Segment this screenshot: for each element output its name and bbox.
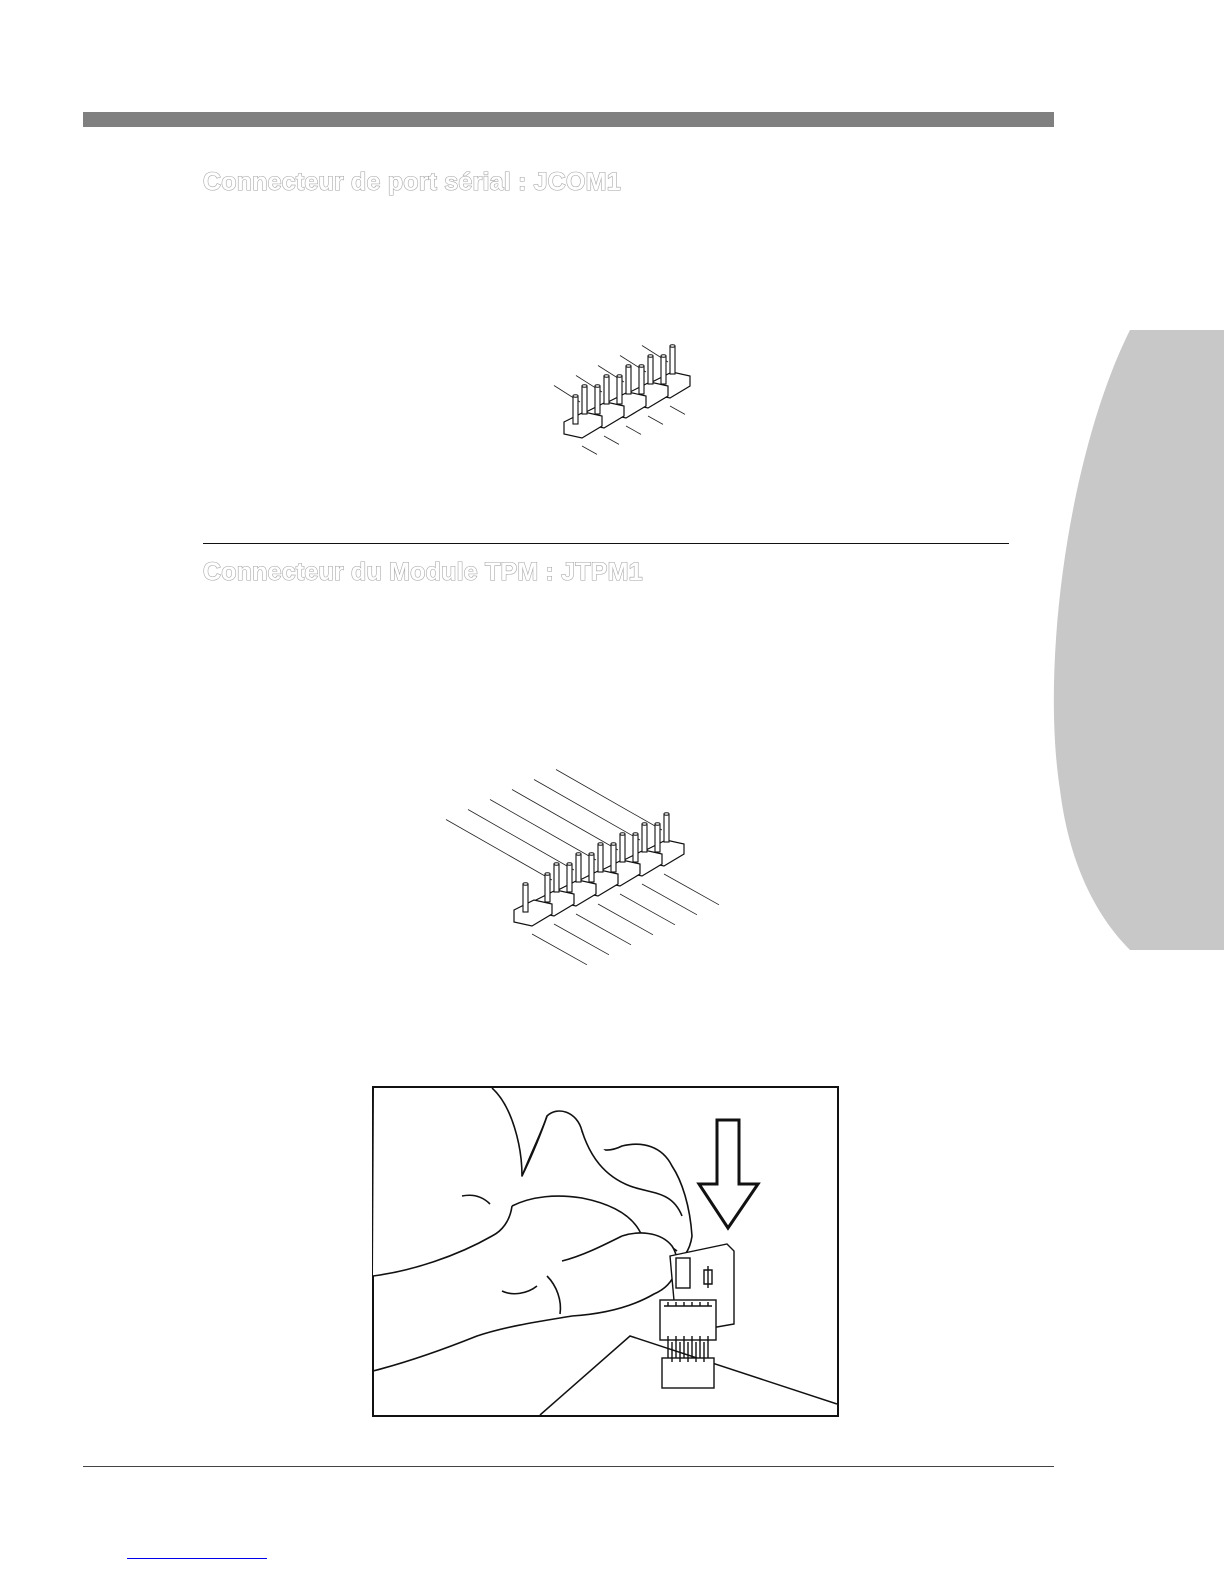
pin-tip	[655, 823, 660, 825]
section-divider	[203, 543, 1009, 544]
pin-housing	[514, 900, 552, 926]
pin-leader-line	[512, 790, 618, 851]
footer-link-underline	[127, 1558, 267, 1559]
bottom-rule	[83, 1466, 1054, 1467]
section-heading-jcom1: Connecteur de port sérial : JCOM1	[203, 168, 621, 196]
pin-tip	[611, 843, 616, 845]
pin	[611, 844, 616, 872]
jcom1-pin-header	[564, 345, 690, 438]
pin-tip	[661, 355, 666, 357]
pin-tip	[545, 873, 550, 875]
pin-leader-line	[642, 884, 697, 915]
pin-leader-line	[576, 914, 631, 945]
pin-tip	[620, 833, 625, 835]
jtpm1-connector-diagram	[450, 770, 695, 945]
pin	[573, 396, 578, 424]
pin	[582, 386, 587, 414]
jtpm1-leader-lines	[446, 770, 719, 965]
pin-tip	[670, 345, 675, 347]
pin-tip	[633, 833, 638, 835]
pin-tip	[626, 365, 631, 367]
pin	[648, 356, 653, 384]
pin	[545, 874, 550, 902]
pin-tip	[639, 365, 644, 367]
pin-leader-line	[648, 416, 663, 424]
pin-tip	[589, 853, 594, 855]
pin-tip	[582, 385, 587, 387]
pin-leader-line	[534, 780, 640, 841]
pin	[554, 864, 559, 892]
pin	[589, 854, 594, 882]
top-rule	[83, 112, 1054, 127]
pin-leader-line	[582, 446, 597, 454]
pin-tip	[648, 355, 653, 357]
pin-tip	[554, 863, 559, 865]
pin-housing	[564, 412, 602, 438]
pin	[595, 386, 600, 414]
section-heading-jtpm1: Connecteur du Module TPM : JTPM1	[203, 558, 643, 586]
pin-tip	[642, 823, 647, 825]
jtpm1-pin-header	[514, 813, 684, 926]
pin	[620, 834, 625, 862]
pin-tip	[576, 853, 581, 855]
pin-leader-line	[626, 426, 641, 434]
pin-tip	[573, 395, 578, 397]
pin	[661, 356, 666, 384]
pin-tip	[595, 385, 600, 387]
pin	[670, 346, 675, 374]
pin-tip	[604, 375, 609, 377]
pin-leader-line	[664, 874, 719, 905]
pin	[664, 814, 669, 842]
pin	[604, 376, 609, 404]
pin-tip	[567, 863, 572, 865]
tpm-install-illustration	[372, 1086, 839, 1417]
pin-leader-line	[604, 436, 619, 444]
pin-leader-line	[556, 770, 662, 831]
pin-leader-line	[446, 820, 552, 881]
pin-tip	[664, 813, 669, 815]
pin-leader-line	[598, 904, 653, 935]
pin-leader-line	[620, 894, 675, 925]
tpm-chip	[676, 1258, 690, 1288]
pin	[655, 824, 660, 852]
pin-leader-line	[670, 406, 685, 414]
pin-leader-line	[554, 924, 609, 955]
pin-tip	[617, 375, 622, 377]
pin-tip	[598, 843, 603, 845]
pin	[523, 884, 528, 912]
pin	[626, 366, 631, 394]
pin-leader-line	[532, 934, 587, 965]
pin	[633, 834, 638, 862]
pin	[567, 864, 572, 892]
pin	[639, 366, 644, 394]
pin	[598, 844, 603, 872]
side-tab-shape	[1050, 330, 1224, 950]
pin-leader-line	[468, 810, 574, 871]
pin	[576, 854, 581, 882]
pin	[642, 824, 647, 852]
pin-tip	[523, 883, 528, 885]
pin	[617, 376, 622, 404]
pin-leader-line	[490, 800, 596, 861]
jcom1-connector-diagram	[540, 340, 710, 450]
